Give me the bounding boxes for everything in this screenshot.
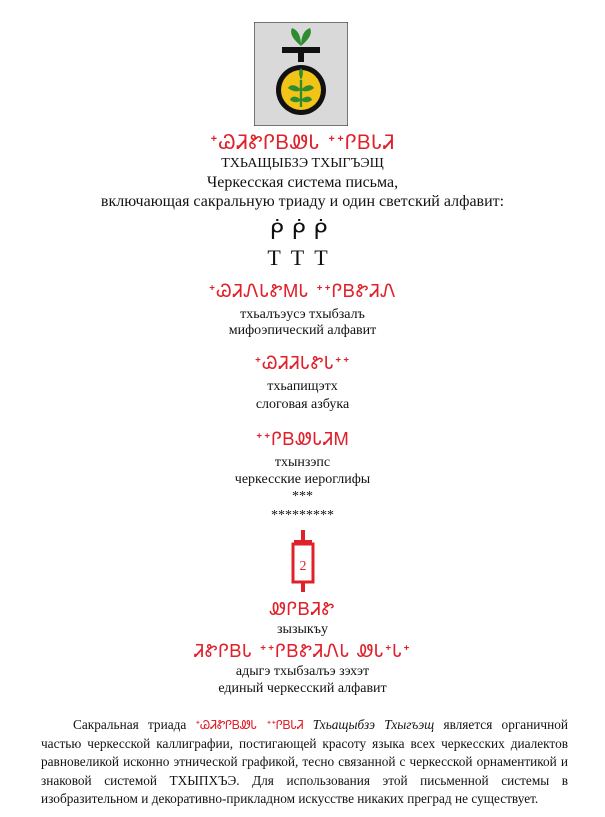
description-paragraph [41, 716, 568, 809]
section-3-translit: тхынзэпс [274, 455, 331, 470]
section-2-translit: тхьапищэтх [267, 379, 338, 394]
title-script: ᐩᏊᏘᏑᎵᏴᏪᏓ ᐩᐩᎵᏴᏓᏘ [209, 130, 396, 154]
separator-stars-long: ********* [271, 508, 334, 523]
section-4-translit: зызыкъу [277, 622, 328, 637]
section-1-description: мифоэпический алфавит [228, 323, 377, 338]
triad-glyphs: ᑮᑮᑮ [269, 219, 336, 244]
subtitle-line-1: Черкесская система письма, [206, 174, 399, 191]
section-2-script: ᐩᏊᏘᏘᏓᏑᏓᐩᐩ [254, 353, 351, 374]
paragraph-script-inline: ᐩᏊᏘᏑᎵᏴᏪᏓ ᐩᐩᎵᏴᏓᏘ [195, 718, 304, 732]
triad-t-letters: ТТТ [267, 245, 338, 270]
section-4-script-2: ᏘᏑᎵᏴᏓ ᐩᐩᎵᏴᏑᏘᏁᏓ ᏪᏓᐩᏓᐩ [194, 641, 411, 662]
section-4-translit-2: адыгэ тхыбзалъэ зэхэт [235, 664, 370, 679]
separator-stars-short: *** [292, 489, 313, 504]
subtitle-line-2: включающая сакральную триаду и один светский алфавит: [100, 193, 505, 210]
section-1-script: ᐩᏊᏘᏁᏓᏑᎷᏓ ᐩᐩᎵᏴᏑᏘᏁ [208, 281, 397, 302]
paragraph-lead: Сакральная триада [73, 717, 187, 732]
section-2-description: слоговая азбука [255, 397, 350, 412]
logo-emblem [254, 22, 348, 126]
section-1-translit: тхьалъэусэ тхыбзалъ [240, 307, 365, 322]
title-cyrillic: ТХЬАЩЫБЗЭ ТХЫГЪЭЩ [221, 156, 384, 171]
red-glyph-emblem [290, 530, 316, 592]
section-3-script: ᐩᐩᎵᏴᏪᏓᏘᎷ [255, 429, 350, 450]
paragraph-italic: Тхьащыбзэ Тхыгъэщ [312, 717, 435, 732]
emblem-number: 2 [299, 559, 307, 574]
section-4-description: единый черкесский алфавит [218, 681, 387, 696]
paragraph-rest: является органичной частью черкесской каллиграфии, постигающей красоту языка всех черкесских диалектов равновеликой исконно этнической графикой, тесно связанной с черкесской орнаментикой и знаковой системой ТХЫПХЪЭ. Для использования этой письменной системы в изобразительном и декоративно-прикладном искусстве никаких преград не существует. [41, 717, 568, 806]
section-4-script: ᏪᎵᏴᏘᏑ [269, 599, 336, 620]
section-3-description: черкесские иероглифы [234, 472, 371, 487]
